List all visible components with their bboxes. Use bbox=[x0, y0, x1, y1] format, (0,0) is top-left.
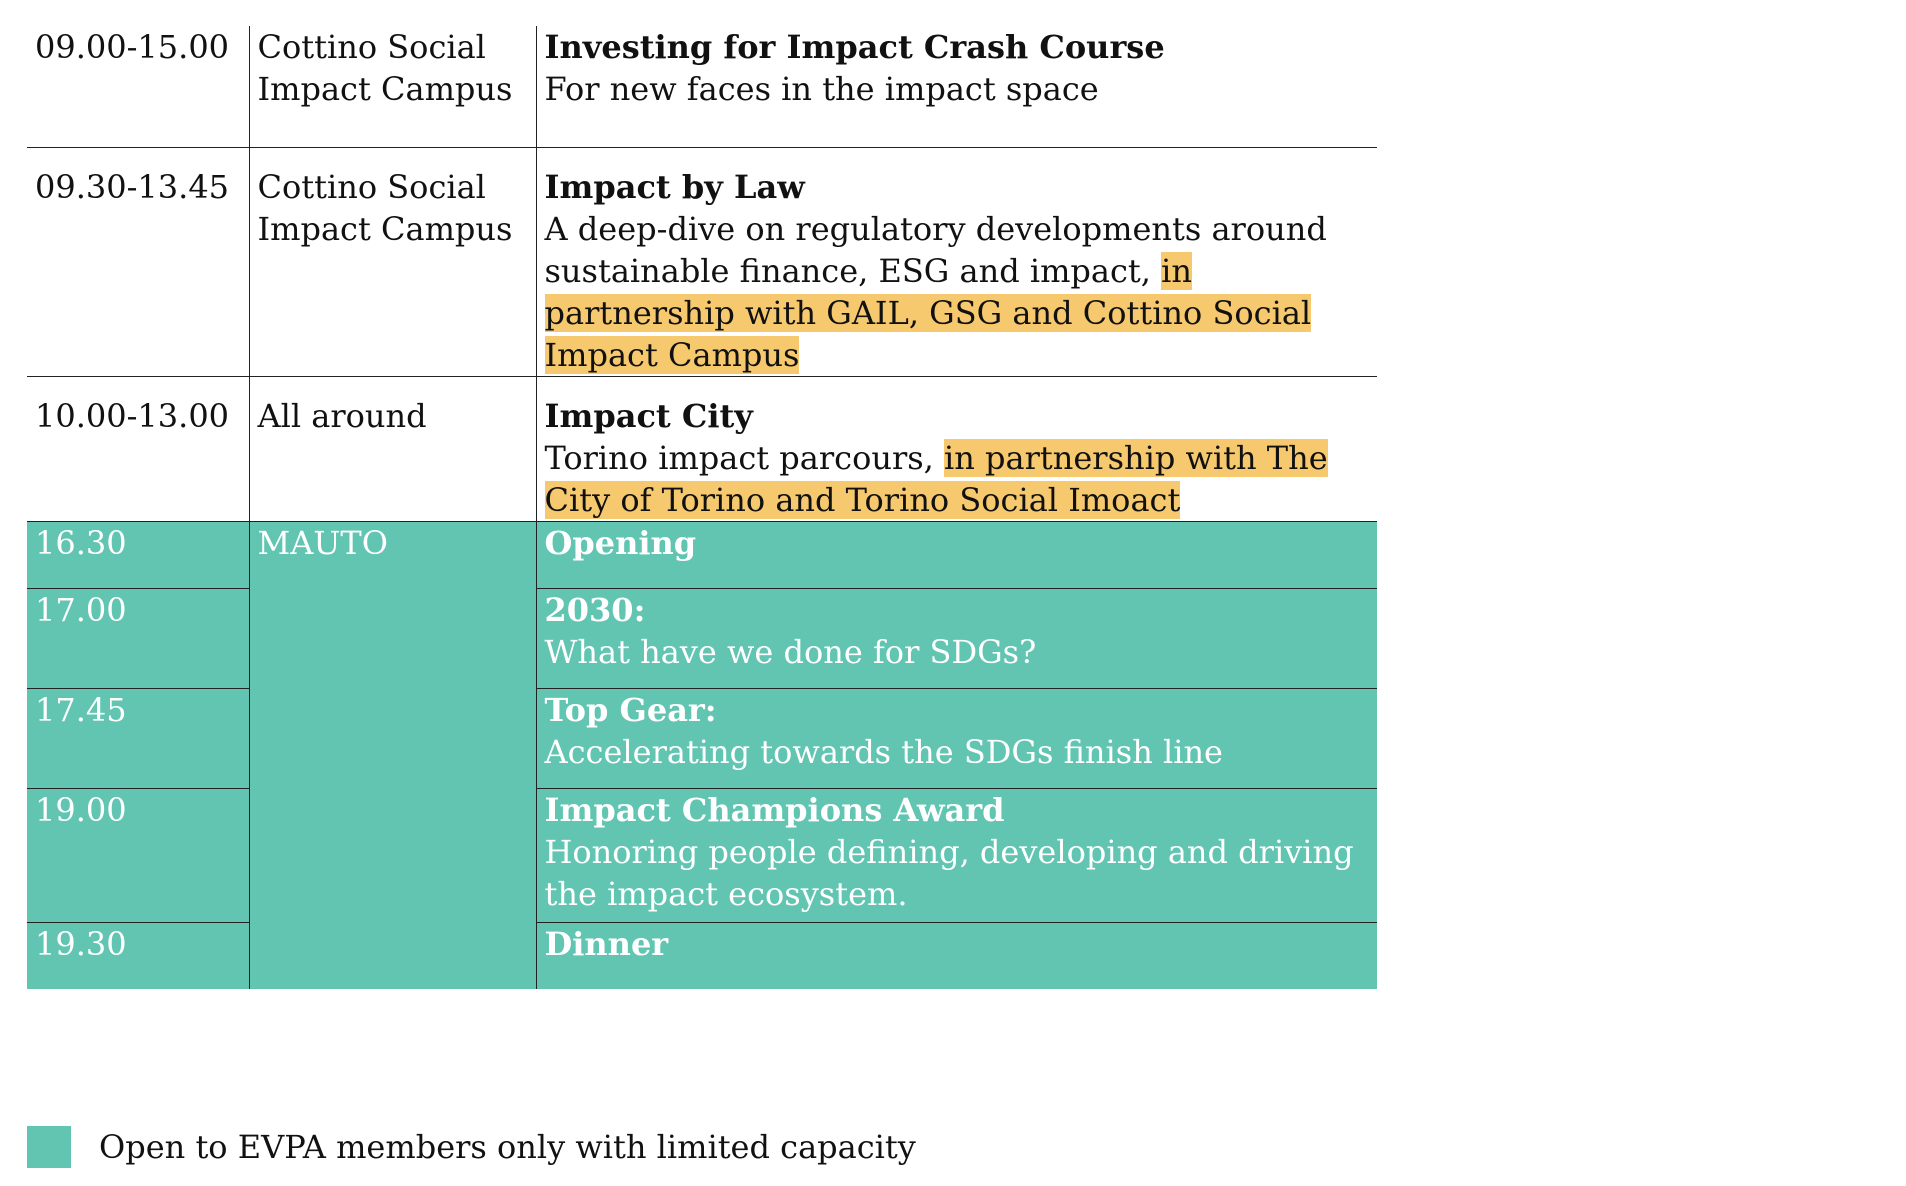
member-session-row bbox=[27, 521, 1377, 588]
session-time: 09.00-15.00 bbox=[35, 28, 230, 66]
member-session-description bbox=[536, 688, 1377, 788]
member-session-time: 19.00 bbox=[27, 788, 249, 922]
member-session-title: Top Gear: bbox=[544, 690, 717, 729]
member-session-row bbox=[27, 788, 1377, 922]
member-session-description bbox=[536, 788, 1377, 922]
session-description bbox=[536, 376, 1377, 521]
session-text: Torino impact parcours, bbox=[544, 438, 945, 477]
member-session-description bbox=[536, 922, 1377, 989]
member-session-title: 2030: bbox=[544, 590, 646, 629]
member-session-row bbox=[27, 688, 1377, 788]
session-time: 09.30-13.45 bbox=[27, 147, 249, 376]
session-title: Investing for Impact Crash Course bbox=[544, 28, 1165, 66]
session-description bbox=[536, 147, 1377, 376]
member-session-description bbox=[536, 588, 1377, 688]
session-text: A deep-dive on regulatory developments around sustainable finance, ESG and impact, bbox=[544, 209, 1327, 290]
member-session-title: Dinner bbox=[544, 924, 669, 963]
partnership-highlight: in partnership with The City of Torino and Torino Social Imoact bbox=[544, 438, 1328, 519]
session-time: 10.00-13.00 bbox=[27, 376, 249, 521]
member-session-row bbox=[27, 588, 1377, 688]
member-session-title: Impact Champions Award bbox=[544, 790, 1005, 829]
member-venue: MAUTO bbox=[249, 521, 536, 989]
agenda-table bbox=[27, 26, 1377, 989]
member-session-time: 17.00 bbox=[27, 588, 249, 688]
legend-text: Open to EVPA members only with limited capacity bbox=[99, 1128, 916, 1166]
member-session-title: Opening bbox=[544, 523, 697, 562]
session-row bbox=[27, 376, 1377, 521]
session-row bbox=[27, 26, 1377, 147]
member-session-text: Accelerating towards the SDGs finish line bbox=[544, 732, 1223, 771]
session-title: Impact by Law bbox=[544, 167, 805, 206]
session-title: Impact City bbox=[544, 396, 753, 435]
session-venue: Cottino Social Impact Campus bbox=[249, 26, 536, 147]
member-session-description bbox=[536, 521, 1377, 588]
member-session-text: Honoring people defining, developing and driving the impact ecosystem. bbox=[544, 832, 1354, 913]
session-description bbox=[536, 26, 1377, 147]
member-session-time: 16.30 bbox=[27, 521, 249, 588]
partnership-highlight: in partnership with GAIL, GSG and Cottino Social Impact Campus bbox=[544, 251, 1312, 374]
session-row bbox=[27, 147, 1377, 376]
session-venue: Cottino Social Impact Campus bbox=[249, 147, 536, 376]
legend bbox=[27, 1126, 916, 1168]
session-text: For new faces in the impact space bbox=[544, 70, 1099, 108]
session-venue: All around bbox=[249, 376, 536, 521]
legend-swatch bbox=[27, 1126, 71, 1168]
member-session-row bbox=[27, 922, 1377, 989]
member-session-text: What have we done for SDGs? bbox=[544, 632, 1037, 671]
member-session-time: 17.45 bbox=[27, 688, 249, 788]
member-session-time: 19.30 bbox=[27, 922, 249, 989]
